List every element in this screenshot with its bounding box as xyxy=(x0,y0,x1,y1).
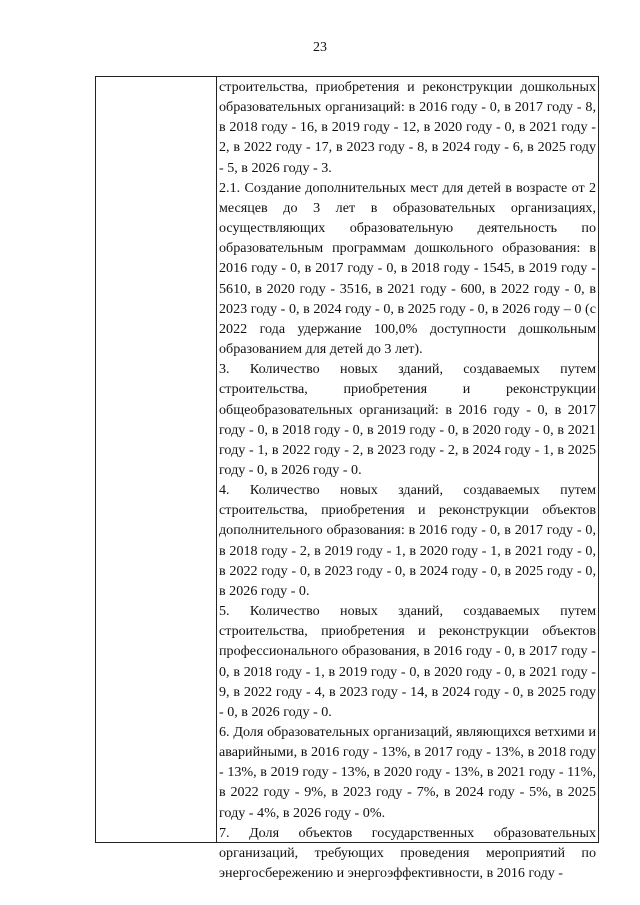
page-number: 23 xyxy=(313,40,327,55)
paragraph-6: 6. Доля образовательных организаций, являющихся ветхими и аварийными, в 2016 году - 13%, в 2017 году - 13%, в 2018 году - 13%, в 2019 году - 13%, в 2020 году - 13%, в 2021 году - 11%, в 2022 году - 9%, в 2023 году - 7%, в 2024 году - 5%, в 2025 году - 4%, в 2026 году - 0%. xyxy=(219,724,596,821)
column-divider xyxy=(216,77,217,842)
document-table xyxy=(95,76,599,882)
paragraph-2-1: 2.1. Создание дополнительных мест для детей в возрасте от 2 месяцев до 3 лет в образовательных организациях, осуществляющих образовательную деятельность по образовательным программам дошкольного образования: в 2016 году - 0, в 2017 году - 0, в 2018 году - 1545, в 2019 году - 5610, в 2020 году - 3516, в 2021 году - 600, в 2022 году - 0, в 2023 году - 0, в 2024 году - 0, в 2025 году - 0, в 2026 году – 0 (с 2022 года удержание 100,0% доступности дошкольным образованием для детей до 3 лет). xyxy=(219,179,596,358)
paragraph-3: 3. Количество новых зданий, создаваемых путем строительства, приобретения и реконструкции общеобразовательных организаций: в 2016 году - 0, в 2017 году - 0, в 2018 году - 0, в 2019 году - 0, в 2020 году - 0, в 2021 году - 1, в 2022 году - 2, в 2023 году - 2, в 2024 году - 1, в 2025 году - 0, в 2026 году - 0. xyxy=(219,361,596,478)
paragraph-7: 7. Доля объектов государственных образовательных организаций, требующих проведения мероприятий по энергосбережению и энергоэффективности, в 2016 году - xyxy=(219,824,596,882)
content-column xyxy=(219,77,596,882)
paragraph-continuation: строительства, приобретения и реконструкции дошкольных образовательных организаций: в 2016 году - 0, в 2017 году - 8, в 2018 году - 16, в 2019 году - 12, в 2020 году - 0, в 2021 году - 2, в 2022 году - 17, в 2023 году - 8, в 2024 году - 6, в 2025 году - 5, в 2026 году - 3. xyxy=(219,79,596,176)
paragraph-5: 5. Количество новых зданий, создаваемых путем строительства, приобретения и реконструкции объектов профессионального образования, в 2016 году - 0, в 2017 году - 0, в 2018 году - 1, в 2019 году - 0, в 2020 году - 0, в 2021 году - 9, в 2022 году - 4, в 2023 году - 14, в 2024 году - 0, в 2025 году - 0, в 2026 году - 0. xyxy=(219,603,596,720)
paragraph-4: 4. Количество новых зданий, создаваемых путем строительства, приобретения и реконструкции объектов дополнительного образования: в 2016 году - 0, в 2017 году - 0, в 2018 году - 2, в 2019 году - 1, в 2020 году - 1, в 2021 году - 0, в 2022 году - 0, в 2023 году - 0, в 2024 году - 0, в 2025 году - 0, в 2026 году - 0. xyxy=(219,482,596,599)
